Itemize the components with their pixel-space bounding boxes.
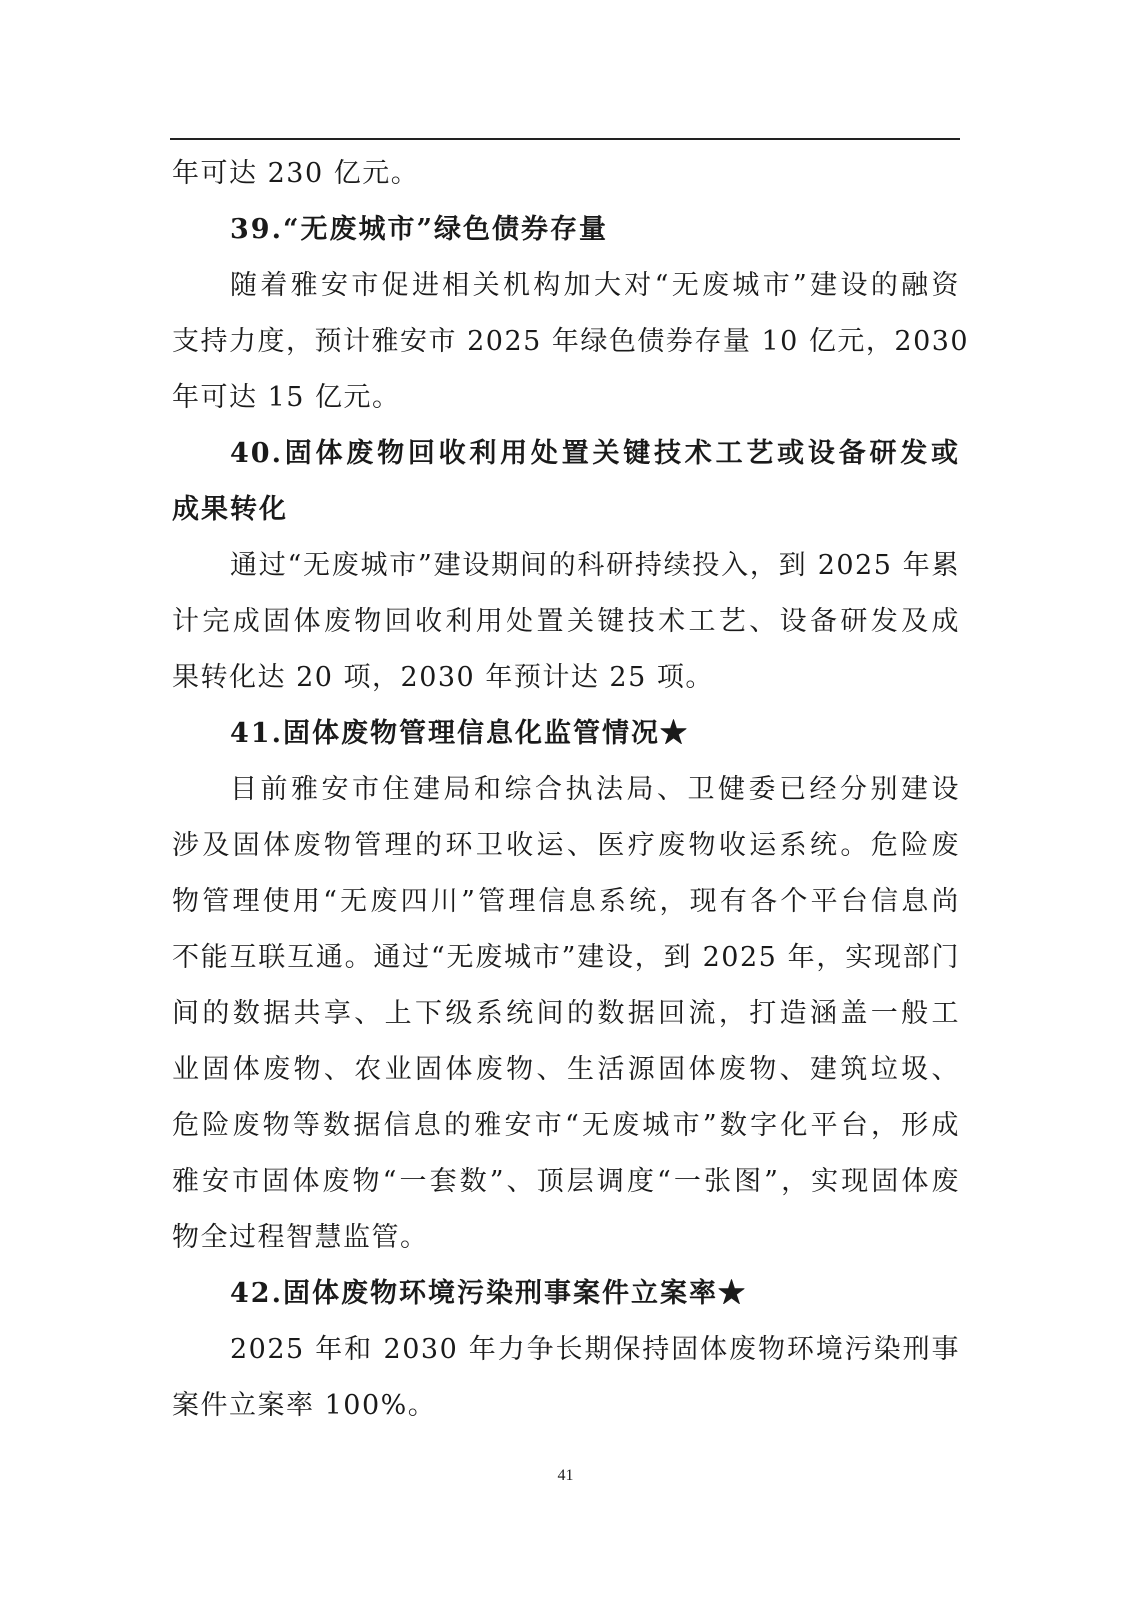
body-line: 2025 年和 2030 年力争长期保持固体废物环境污染刑事	[230, 1334, 960, 1365]
body-line: 年可达 15 亿元。	[172, 382, 401, 413]
body-line: 物管理使用“无废四川”管理信息系统，现有各个平台信息尚	[172, 886, 960, 917]
section-heading-41: 41.固体废物管理信息化监管情况★	[230, 718, 689, 749]
body-line: 通过“无废城市”建设期间的科研持续投入，到 2025 年累	[230, 550, 960, 581]
body-line: 涉及固体废物管理的环卫收运、医疗废物收运系统。危险废	[172, 830, 960, 861]
section-heading-40: 40.固体废物回收利用处置关键技术工艺或设备研发或	[230, 438, 960, 469]
body-line: 目前雅安市住建局和综合执法局、卫健委已经分别建设	[230, 774, 960, 805]
body-line: 危险废物等数据信息的雅安市“无废城市”数字化平台，形成	[172, 1110, 960, 1141]
body-line: 年可达 230 亿元。	[172, 158, 420, 189]
body-line: 物全过程智慧监管。	[172, 1222, 429, 1253]
body-line: 雅安市固体废物“一套数”、顶层调度“一张图”，实现固体废	[172, 1166, 960, 1197]
body-line: 计完成固体废物回收利用处置关键技术工艺、设备研发及成	[172, 606, 960, 637]
body-line: 间的数据共享、上下级系统间的数据回流，打造涵盖一般工	[172, 998, 960, 1029]
section-heading-40-cont: 成果转化	[172, 494, 288, 525]
body-line: 业固体废物、农业固体废物、生活源固体废物、建筑垃圾、	[172, 1054, 960, 1085]
section-heading-39: 39.“无废城市”绿色债券存量	[230, 214, 609, 245]
body-line: 支持力度，预计雅安市 2025 年绿色债券存量 10 亿元，2030	[172, 326, 970, 357]
page-number: 41	[557, 1467, 574, 1484]
section-heading-42: 42.固体废物环境污染刑事案件立案率★	[230, 1278, 747, 1309]
header-rule	[170, 138, 960, 140]
body-line: 不能互联互通。通过“无废城市”建设，到 2025 年，实现部门	[172, 942, 960, 973]
body-line: 果转化达 20 项，2030 年预计达 25 项。	[172, 662, 714, 693]
body-line: 案件立案率 100%。	[172, 1390, 437, 1421]
body-line: 随着雅安市促进相关机构加大对“无废城市”建设的融资	[230, 270, 960, 301]
